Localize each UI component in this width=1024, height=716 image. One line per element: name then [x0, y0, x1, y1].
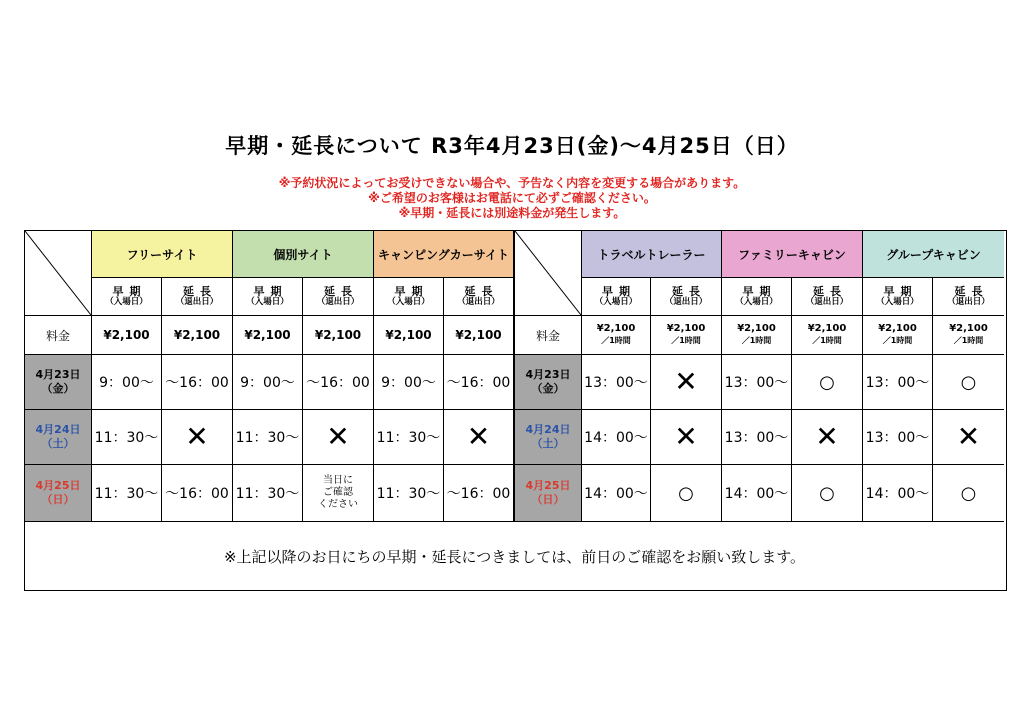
ext-sub-label: （退出日） — [947, 296, 990, 307]
date-label: 4月24日 — [35, 423, 81, 436]
hourly-unit: ／1時間 — [601, 336, 631, 345]
weekday-label: （土） — [41, 437, 75, 450]
time-cell: 11：30～ — [374, 465, 444, 522]
early-sub-label: （入場日） — [876, 296, 919, 307]
unavailable-mark: ✕ — [651, 355, 722, 410]
hourly-price-cell — [582, 316, 651, 355]
note-line: ※予約状況によってお受けできない場合や、予告なく内容を変更する場合があります。 — [278, 176, 746, 190]
date-label: 4月24日 — [525, 423, 571, 436]
time-cell: 9：00～ — [92, 355, 162, 410]
ext-header — [792, 278, 863, 316]
schedule-table — [24, 230, 1007, 591]
hourly-price: ¥2,100 — [949, 323, 988, 334]
time-cell: 11：30～ — [233, 465, 303, 522]
hourly-unit: ／1時間 — [812, 336, 842, 345]
time-cell: ～16：00 — [303, 355, 374, 410]
site-header-private: 個別サイト — [233, 231, 374, 278]
time-cell: 14：00～ — [863, 465, 933, 522]
time-cell: ～16：00 — [162, 465, 233, 522]
available-mark: ○ — [651, 465, 722, 522]
ext-label: 延長 — [813, 284, 847, 298]
notes — [0, 176, 1024, 221]
hourly-price-cell — [792, 316, 863, 355]
ext-sub-label: （退出日） — [175, 296, 219, 307]
hourly-unit: ／1時間 — [882, 336, 913, 345]
hourly-price-cell — [863, 316, 933, 355]
early-header — [92, 278, 162, 316]
weekday-label: （土） — [531, 437, 565, 450]
time-cell: 13：00～ — [863, 410, 933, 465]
early-header — [722, 278, 792, 316]
time-cell: 11：30～ — [92, 410, 162, 465]
confirm-on-day-cell — [303, 465, 374, 522]
price-cell: ¥2,100 — [233, 316, 303, 355]
unavailable-mark: ✕ — [651, 410, 722, 465]
time-cell: 11：30～ — [92, 465, 162, 522]
hourly-price-cell — [933, 316, 1004, 355]
time-cell: 11：30～ — [233, 410, 303, 465]
early-sub-label: （入場日） — [594, 296, 638, 307]
note-line: ※早期・延長には別途料金が発生します。 — [398, 206, 626, 220]
ext-sub-label: （退出日） — [316, 296, 360, 307]
price-cell: ¥2,100 — [92, 316, 162, 355]
price-cell: ¥2,100 — [162, 316, 233, 355]
date-cell — [515, 410, 582, 465]
site-header-family-cabin: ファミリーキャビン — [722, 231, 863, 278]
unavailable-mark: ✕ — [444, 410, 515, 465]
ext-label: 延長 — [672, 284, 706, 298]
ext-sub-label: （退出日） — [805, 296, 849, 307]
note-line: ※ご希望のお客様はお電話にて必ずご確認ください。 — [368, 191, 656, 205]
date-label: 4月23日 — [525, 368, 571, 381]
available-mark: ○ — [933, 355, 1004, 410]
time-cell: 9：00～ — [233, 355, 303, 410]
available-mark: ○ — [933, 465, 1004, 522]
early-sub-label: （入場日） — [246, 296, 289, 307]
unavailable-mark: ✕ — [933, 410, 1004, 465]
early-label: 早期 — [883, 284, 918, 298]
date-cell — [25, 410, 92, 465]
site-header-trailer: トラベルトレーラー — [582, 231, 722, 278]
hourly-price: ¥2,100 — [807, 323, 847, 334]
time-cell: 14：00～ — [582, 410, 651, 465]
time-cell: ～16：00 — [444, 465, 515, 522]
ext-header — [444, 278, 515, 316]
time-cell: 13：00～ — [722, 410, 792, 465]
early-label: 早期 — [112, 284, 147, 298]
note-text-line: ご確認 — [323, 487, 353, 498]
footer-note: ※上記以降のお日にちの早期・延長につきましては、前日のご確認をお願い致します。 — [223, 547, 806, 566]
time-cell: 14：00～ — [582, 465, 651, 522]
price-label: 料金 — [25, 316, 92, 355]
price-cell: ¥2,100 — [374, 316, 444, 355]
hourly-price-cell — [651, 316, 722, 355]
hourly-unit: ／1時間 — [953, 336, 984, 345]
note-text-line: 当日に — [323, 475, 353, 486]
early-sub-label: （入場日） — [387, 296, 430, 307]
early-label: 早期 — [602, 284, 636, 298]
date-label: 4月25日 — [525, 479, 571, 492]
site-header-free: フリーサイト — [92, 231, 233, 278]
unavailable-mark: ✕ — [162, 410, 233, 465]
ext-sub-label: （退出日） — [664, 296, 708, 307]
early-header — [233, 278, 303, 316]
price-cell: ¥2,100 — [303, 316, 374, 355]
hourly-price-cell — [722, 316, 792, 355]
time-cell: ～16：00 — [444, 355, 515, 410]
page-title: 早期・延長について R3年4月23日(金)～4月25日（日） — [225, 134, 799, 158]
early-label: 早期 — [253, 284, 288, 298]
ext-sub-label: （退出日） — [457, 296, 500, 307]
hourly-unit: ／1時間 — [741, 336, 772, 345]
site-header-campingcar: キャンピングカーサイト — [374, 231, 515, 278]
early-header — [582, 278, 651, 316]
early-header — [374, 278, 444, 316]
time-cell: 13：00～ — [863, 355, 933, 410]
unavailable-mark: ✕ — [792, 410, 863, 465]
ext-label: 延長 — [183, 284, 217, 298]
date-cell — [515, 465, 582, 522]
hourly-unit: ／1時間 — [671, 336, 701, 345]
corner-cell-right — [515, 231, 582, 316]
weekday-label: （金） — [41, 382, 75, 395]
available-mark: ○ — [792, 465, 863, 522]
hourly-price: ¥2,100 — [878, 323, 917, 334]
ext-label: 延長 — [954, 284, 989, 298]
price-cell: ¥2,100 — [444, 316, 515, 355]
time-cell: ～16：00 — [162, 355, 233, 410]
early-label: 早期 — [394, 284, 429, 298]
time-cell: 11：30～ — [374, 410, 444, 465]
ext-header — [933, 278, 1004, 316]
price-label: 料金 — [515, 316, 582, 355]
weekday-label: （日） — [41, 493, 75, 506]
weekday-label: （金） — [531, 382, 565, 395]
hourly-price: ¥2,100 — [666, 323, 706, 334]
corner-cell-left — [25, 231, 92, 316]
early-sub-label: （入場日） — [105, 296, 148, 307]
ext-header — [303, 278, 374, 316]
early-label: 早期 — [742, 284, 777, 298]
ext-label: 延長 — [324, 284, 358, 298]
site-header-group-cabin: グループキャビン — [863, 231, 1004, 278]
early-header — [863, 278, 933, 316]
date-cell — [25, 465, 92, 522]
time-cell: 13：00～ — [582, 355, 651, 410]
hourly-price: ¥2,100 — [737, 323, 776, 334]
ext-header — [162, 278, 233, 316]
ext-label: 延長 — [464, 284, 499, 298]
time-cell: 13：00～ — [722, 355, 792, 410]
weekday-label: （日） — [531, 493, 565, 506]
time-cell: 9：00～ — [374, 355, 444, 410]
date-label: 4月25日 — [35, 479, 81, 492]
available-mark: ○ — [792, 355, 863, 410]
time-cell: 14：00～ — [722, 465, 792, 522]
date-cell — [25, 355, 92, 410]
date-label: 4月23日 — [35, 368, 81, 381]
hourly-price: ¥2,100 — [596, 323, 636, 334]
early-sub-label: （入場日） — [735, 296, 778, 307]
date-cell — [515, 355, 582, 410]
unavailable-mark: ✕ — [303, 410, 374, 465]
ext-header — [651, 278, 722, 316]
note-text-line: ください — [318, 499, 358, 510]
